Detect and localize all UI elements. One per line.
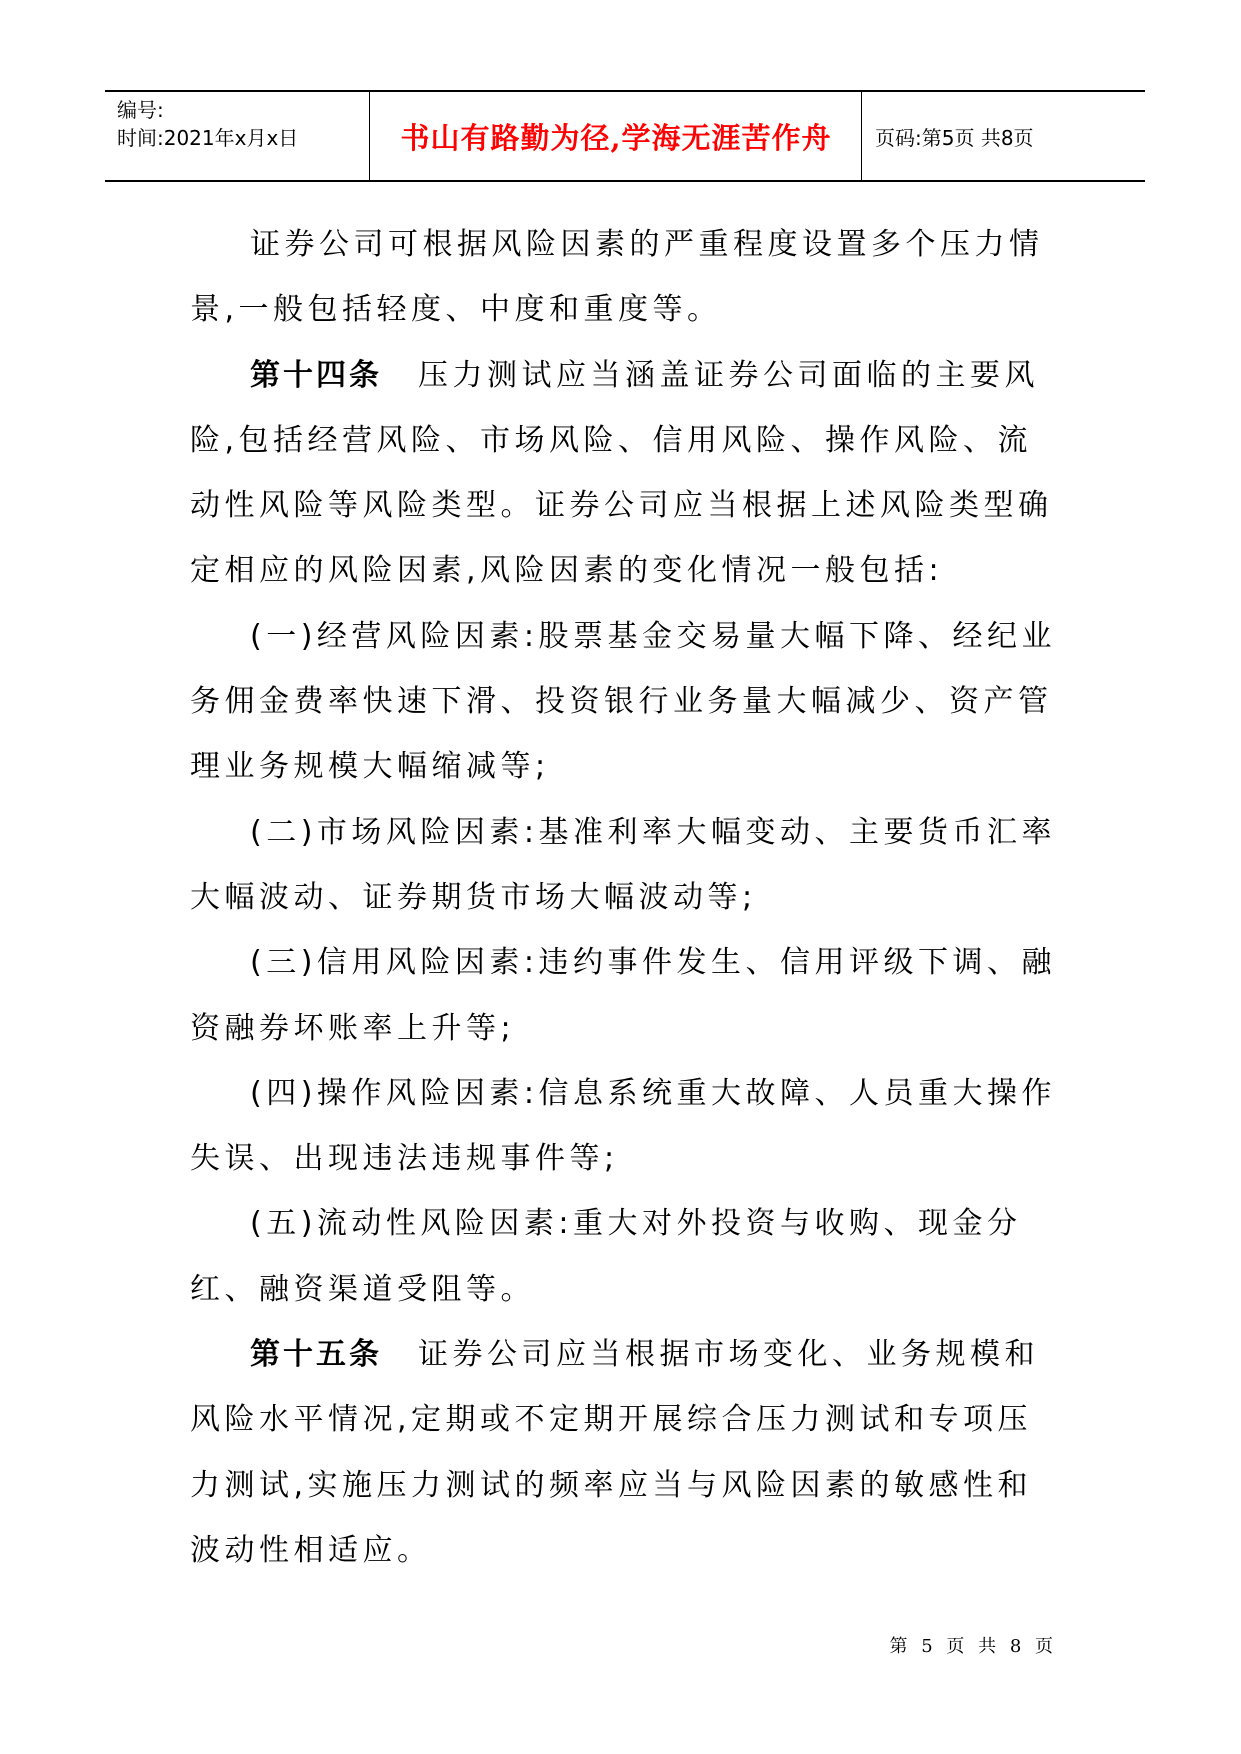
list-item-market-risk: (二)市场风险因素:基准利率大幅变动、主要货币汇率大幅波动、证券期货市场大幅波动等; [190, 814, 1057, 915]
list-item-liquidity-risk: (五)流动性风险因素:重大对外投资与收购、现金分红、融资渠道受阻等。 [190, 1206, 1022, 1307]
page-footer: 第 5 页 共 8 页 [889, 1636, 1057, 1657]
article-15-text: 证券公司应当根据市场变化、业务规模和风险水平情况,定期或不定期开展综合压力测试和专项压力测试,实施压力测试的频率应当与风险因素的敏感性和波动性相适应。 [190, 1337, 1039, 1568]
article-14-title: 第十四条 [250, 357, 382, 393]
paragraph-stress-scenarios: 证券公司可根据风险因素的严重程度设置多个压力情景,一般包括轻度、中度和重度等。 [190, 227, 1044, 328]
header-divider-left [369, 92, 370, 180]
list-item-operating-risk: (一)经营风险因素:股票基金交易量大幅下降、经纪业务佣金费率快速下滑、投资银行业务量大幅减少、资产管理业务规模大幅缩减等; [190, 618, 1057, 785]
list-item-credit-risk: (三)信用风险因素:违约事件发生、信用评级下调、融资融券坏账率上升等; [190, 945, 1057, 1046]
article-14 [190, 343, 1060, 604]
header-page-number: 页码:第5页 共8页 [875, 126, 1034, 150]
article-15-title: 第十五条 [250, 1337, 382, 1373]
article-15 [190, 1322, 1060, 1583]
document-time-label: 时间:2021年x月x日 [117, 126, 299, 150]
list-item-operational-risk: (四)操作风险因素:信息系统重大故障、人员重大操作失误、出现违法违规事件等; [190, 1075, 1057, 1177]
document-number-label: 编号: [117, 98, 164, 122]
article-14-text: 压力测试应当涵盖证券公司面临的主要风险,包括经营风险、市场风险、信用风险、操作风险、流动性风险等风险类型。证券公司应当根据上述风险类型确定相应的风险因素,风险因素的变化情况一般包括: [190, 357, 1053, 589]
header-motto: 书山有路勤为径,学海无涯苦作舟 [400, 121, 832, 155]
header-meta [117, 96, 298, 152]
header-divider-right [861, 92, 862, 180]
page-header [105, 90, 1145, 182]
document-body [190, 212, 1060, 1583]
